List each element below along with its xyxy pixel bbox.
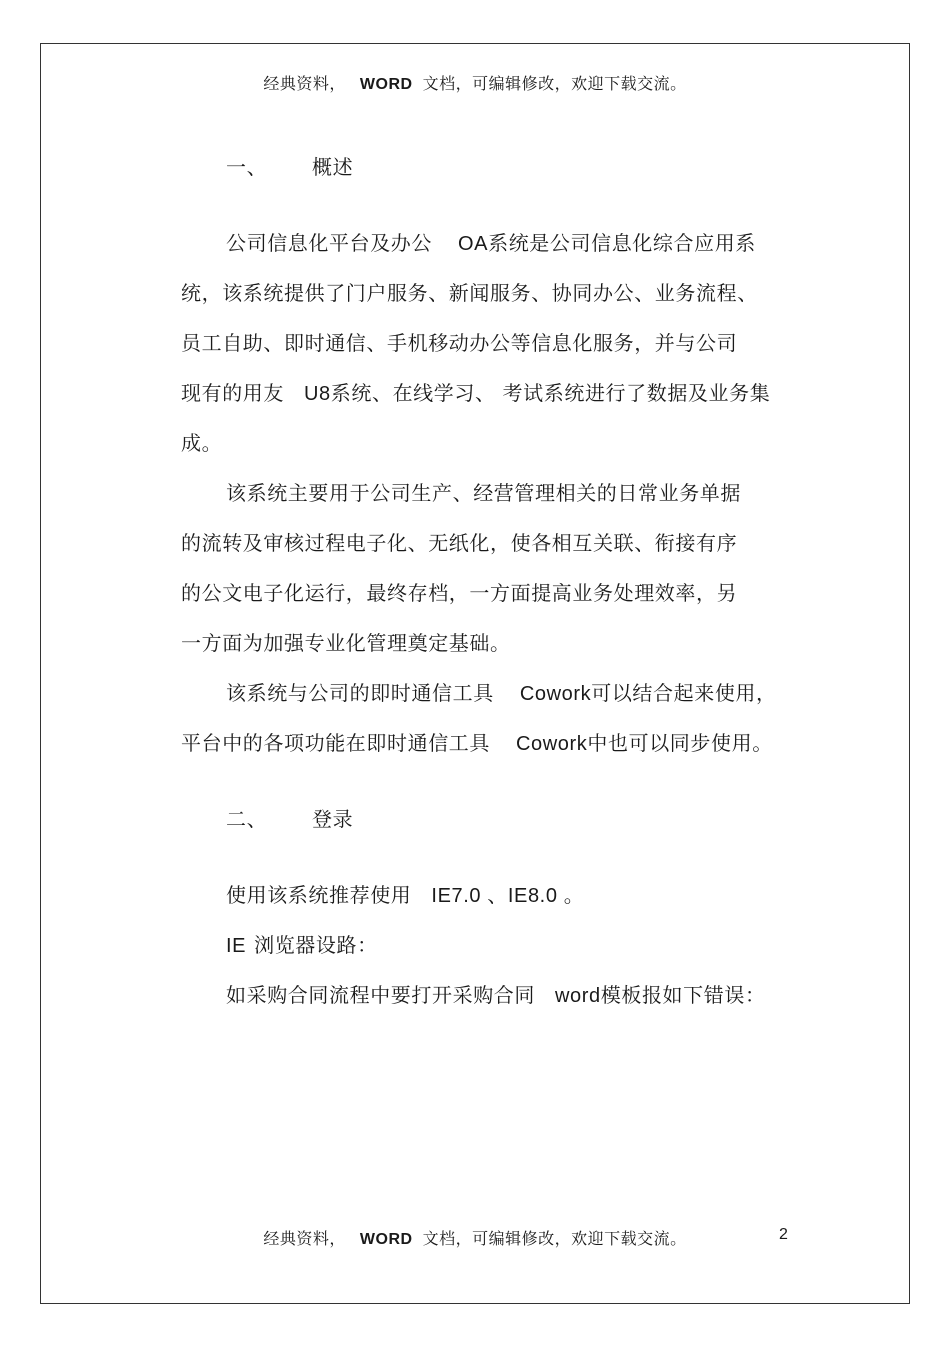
section-title: 登录 — [312, 807, 354, 831]
paragraph-line: 成。 — [181, 431, 223, 455]
text-run: 系统是公司信息化综合应用系 — [488, 231, 756, 255]
text-run: 平台中的各项功能在即时通信工具 — [181, 731, 490, 755]
paragraph-line — [226, 929, 378, 958]
paragraph-line — [226, 879, 584, 908]
text-run: OA — [458, 233, 489, 255]
section-number: 一、 — [226, 155, 268, 179]
text-run: U8 — [304, 383, 331, 405]
text-run: 现有的用友 — [181, 381, 284, 405]
header-prefix: 经典资料， — [263, 74, 346, 93]
header-suffix: 文档，可编辑修改，欢迎下载交流。 — [422, 74, 687, 93]
paragraph-line: 该系统主要用于公司生产、经营管理相关的日常业务单据 — [226, 481, 741, 505]
text-run: 该系统与公司的即时通信工具 — [226, 681, 494, 705]
paragraph-line — [226, 677, 777, 706]
footer-suffix: 文档，可编辑修改，欢迎下载交流。 — [422, 1229, 687, 1248]
text-run: 如采购合同流程中要打开采购合同 — [226, 983, 535, 1007]
paragraph-line — [226, 979, 766, 1008]
text-run: IE — [226, 935, 247, 957]
text-run: Cowork — [516, 733, 588, 755]
paragraph-line — [181, 377, 770, 406]
page-footer — [0, 1226, 950, 1249]
paragraph-line — [181, 727, 773, 756]
page-header — [0, 71, 950, 94]
text-run: 系统、在线学习、 考试系统进行了数据及业务集 — [330, 381, 771, 405]
section-heading-1 — [226, 151, 353, 180]
text-run: 中也可以同步使用。 — [587, 731, 773, 755]
footer-word: WORD — [359, 1231, 413, 1248]
text-run: Cowork — [519, 683, 592, 705]
paragraph-line: 的公文电子化运行，最终存档，一方面提高业务处理效率，另 — [181, 581, 738, 605]
section-title: 概述 — [312, 155, 354, 179]
text-run: 可以结合起来使用， — [591, 681, 777, 705]
text-run: 模板报如下错误： — [600, 983, 766, 1007]
paragraph-line — [226, 227, 756, 256]
section-number: 二、 — [226, 807, 268, 831]
paragraph-line: 统，该系统提供了门户服务、新闻服务、协同办公、业务流程、 — [181, 281, 758, 305]
text-run: IE7.0 、IE8.0 。 — [431, 885, 585, 907]
text-run: 公司信息化平台及办公 — [226, 231, 432, 255]
page-number: 2 — [779, 1226, 788, 1243]
paragraph-line: 员工自助、即时通信、手机移动办公等信息化服务，并与公司 — [181, 331, 738, 355]
section-heading-2 — [226, 803, 353, 832]
paragraph-line: 一方面为加强专业化管理奠定基础。 — [181, 631, 511, 655]
text-run: word — [555, 985, 601, 1007]
text-run: 使用该系统推荐使用 — [226, 883, 412, 907]
footer-prefix: 经典资料， — [263, 1229, 346, 1248]
paragraph-line: 的流转及审核过程电子化、无纸化，使各相互关联、衔接有序 — [181, 531, 738, 555]
text-run: 浏览器设路： — [254, 933, 378, 957]
header-word: WORD — [359, 76, 413, 93]
